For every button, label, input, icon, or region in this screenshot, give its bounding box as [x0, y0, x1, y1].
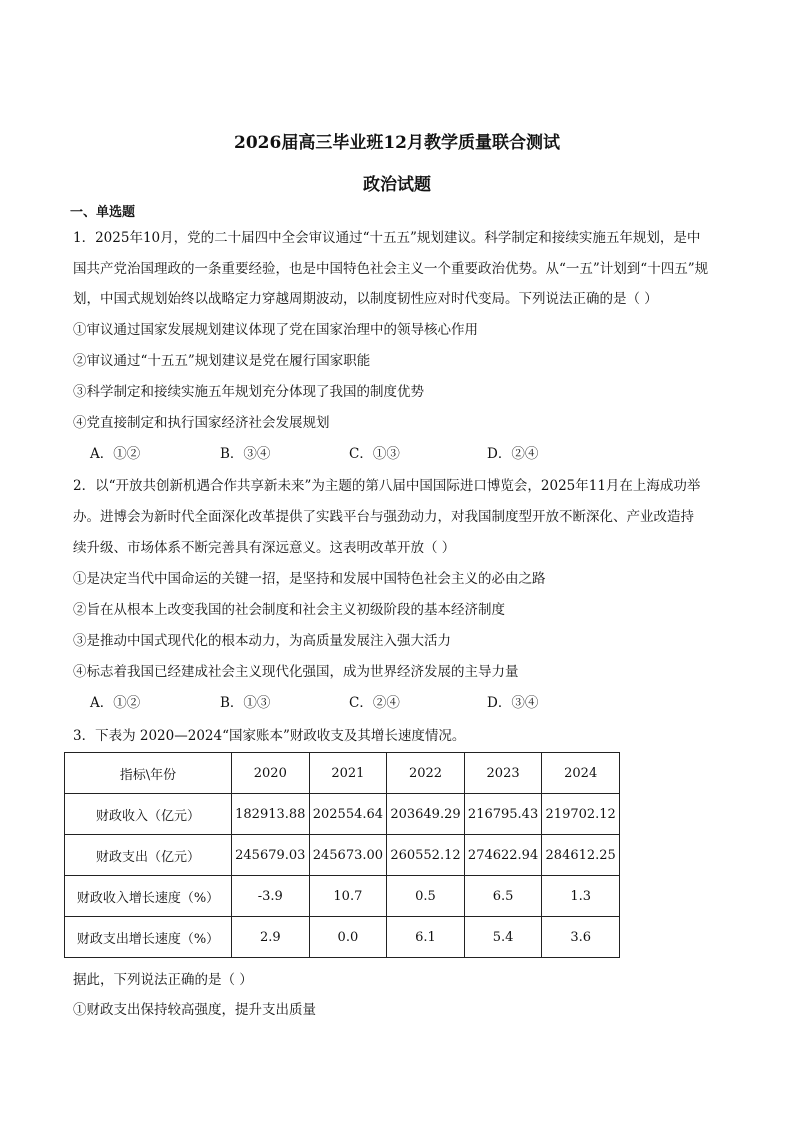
q1-stem-line: 划，中国式规划始终以战略定力穿越周期波动，以制度韧性应对时代变局。下列说法正确的是（ ）: [73, 291, 658, 307]
table-cell: 10.7: [309, 876, 387, 917]
table-header-cell: 2020: [232, 753, 310, 794]
q2-stem-line: 2．以“开放共创新机遇合作共享新未来”为主题的第八届中国国际进口博览会，2025年11月在上海成功举: [73, 478, 701, 494]
q2-option-b[interactable]: B．①③: [220, 695, 271, 711]
q2-stem-line: 办。进博会为新时代全面深化改革提供了实践平台与强劲动力，对我国制度型开放不断深化、产业改造持: [73, 509, 694, 525]
table-row-label: 财政收入增长速度（%）: [65, 876, 232, 917]
table-header-cell: 2022: [387, 753, 465, 794]
q1-statement: ④党直接制定和执行国家经济社会发展规划: [73, 415, 330, 431]
exam-subtitle: 政治试题: [363, 175, 431, 195]
table-cell: 284612.25: [542, 835, 620, 876]
table-cell: 0.0: [309, 917, 387, 958]
q1-statement: ③科学制定和接续实施五年规划充分体现了我国的制度优势: [73, 384, 424, 400]
table-cell: 6.5: [464, 876, 542, 917]
table-cell: 6.1: [387, 917, 465, 958]
table-cell: 245673.00: [309, 835, 387, 876]
table-row: [65, 876, 620, 917]
table-row: [65, 835, 620, 876]
table-header-cell: 2024: [542, 753, 620, 794]
q1-statement: ①审议通过国家发展规划建议体现了党在国家治理中的领导核心作用: [73, 322, 478, 338]
table-row: [65, 917, 620, 958]
table-header-row: [65, 753, 620, 794]
q2-statement: ①是决定当代中国命运的关键一招，是坚持和发展中国特色社会主义的必由之路: [73, 571, 546, 587]
q1-stem-line: 1．2025年10月，党的二十届四中全会审议通过“十五五”规划建议。科学制定和接续实施五年规划，是中: [73, 230, 701, 246]
table-header-cell: 2021: [309, 753, 387, 794]
table-cell: 5.4: [464, 917, 542, 958]
table-cell: 0.5: [387, 876, 465, 917]
q1-option-c[interactable]: C．①③: [349, 446, 400, 462]
table-cell: 274622.94: [464, 835, 542, 876]
table-cell: 3.6: [542, 917, 620, 958]
table-cell: 1.3: [542, 876, 620, 917]
q2-stem-line: 续升级、市场体系不断完善具有深远意义。这表明改革开放（ ）: [73, 540, 456, 556]
table-cell: -3.9: [232, 876, 310, 917]
q3-statement: ①财政支出保持较高强度，提升支出质量: [73, 1002, 316, 1018]
table-row-label: 财政收入（亿元）: [65, 794, 232, 835]
q2-statement: ③是推动中国式现代化的根本动力，为高质量发展注入强大活力: [73, 633, 451, 649]
q3-question: 据此，下列说法正确的是（ ）: [73, 972, 253, 988]
table-header-cell: 指标\年份: [65, 753, 232, 794]
fiscal-table: [64, 752, 620, 958]
q1-option-d[interactable]: D．②④: [487, 446, 539, 462]
table-cell: 182913.88: [232, 794, 310, 835]
q3-stem-line: 3．下表为 2020—2024“国家账本”财政收支及其增长速度情况。: [73, 728, 466, 744]
table-cell: 219702.12: [542, 794, 620, 835]
table-cell: 260552.12: [387, 835, 465, 876]
q2-statement: ②旨在从根本上改变我国的社会制度和社会主义初级阶段的基本经济制度: [73, 602, 505, 618]
q2-option-c[interactable]: C．②④: [349, 695, 400, 711]
table-row: [65, 794, 620, 835]
table-cell: 2.9: [232, 917, 310, 958]
exam-title: 2026届高三毕业班12月教学质量联合测试: [234, 133, 560, 153]
table-row-label: 财政支出增长速度（%）: [65, 917, 232, 958]
table-header-cell: 2023: [464, 753, 542, 794]
section-heading: 一、单选题: [70, 205, 136, 220]
q1-stem-line: 国共产党治国理政的一条重要经验，也是中国特色社会主义一个重要政治优势。从“一五”计划到“十四五”规: [73, 261, 709, 277]
table-cell: 216795.43: [464, 794, 542, 835]
q2-option-d[interactable]: D．③④: [487, 695, 539, 711]
q2-option-a[interactable]: A．①②: [90, 695, 141, 711]
table-row-label: 财政支出（亿元）: [65, 835, 232, 876]
table-cell: 203649.29: [387, 794, 465, 835]
q1-statement: ②审议通过“十五五”规划建议是党在履行国家职能: [73, 353, 371, 369]
q1-option-a[interactable]: A．①②: [90, 446, 141, 462]
q1-option-b[interactable]: B．③④: [220, 446, 271, 462]
q2-statement: ④标志着我国已经建成社会主义现代化强国，成为世界经济发展的主导力量: [73, 664, 519, 680]
table-cell: 245679.03: [232, 835, 310, 876]
table-cell: 202554.64: [309, 794, 387, 835]
